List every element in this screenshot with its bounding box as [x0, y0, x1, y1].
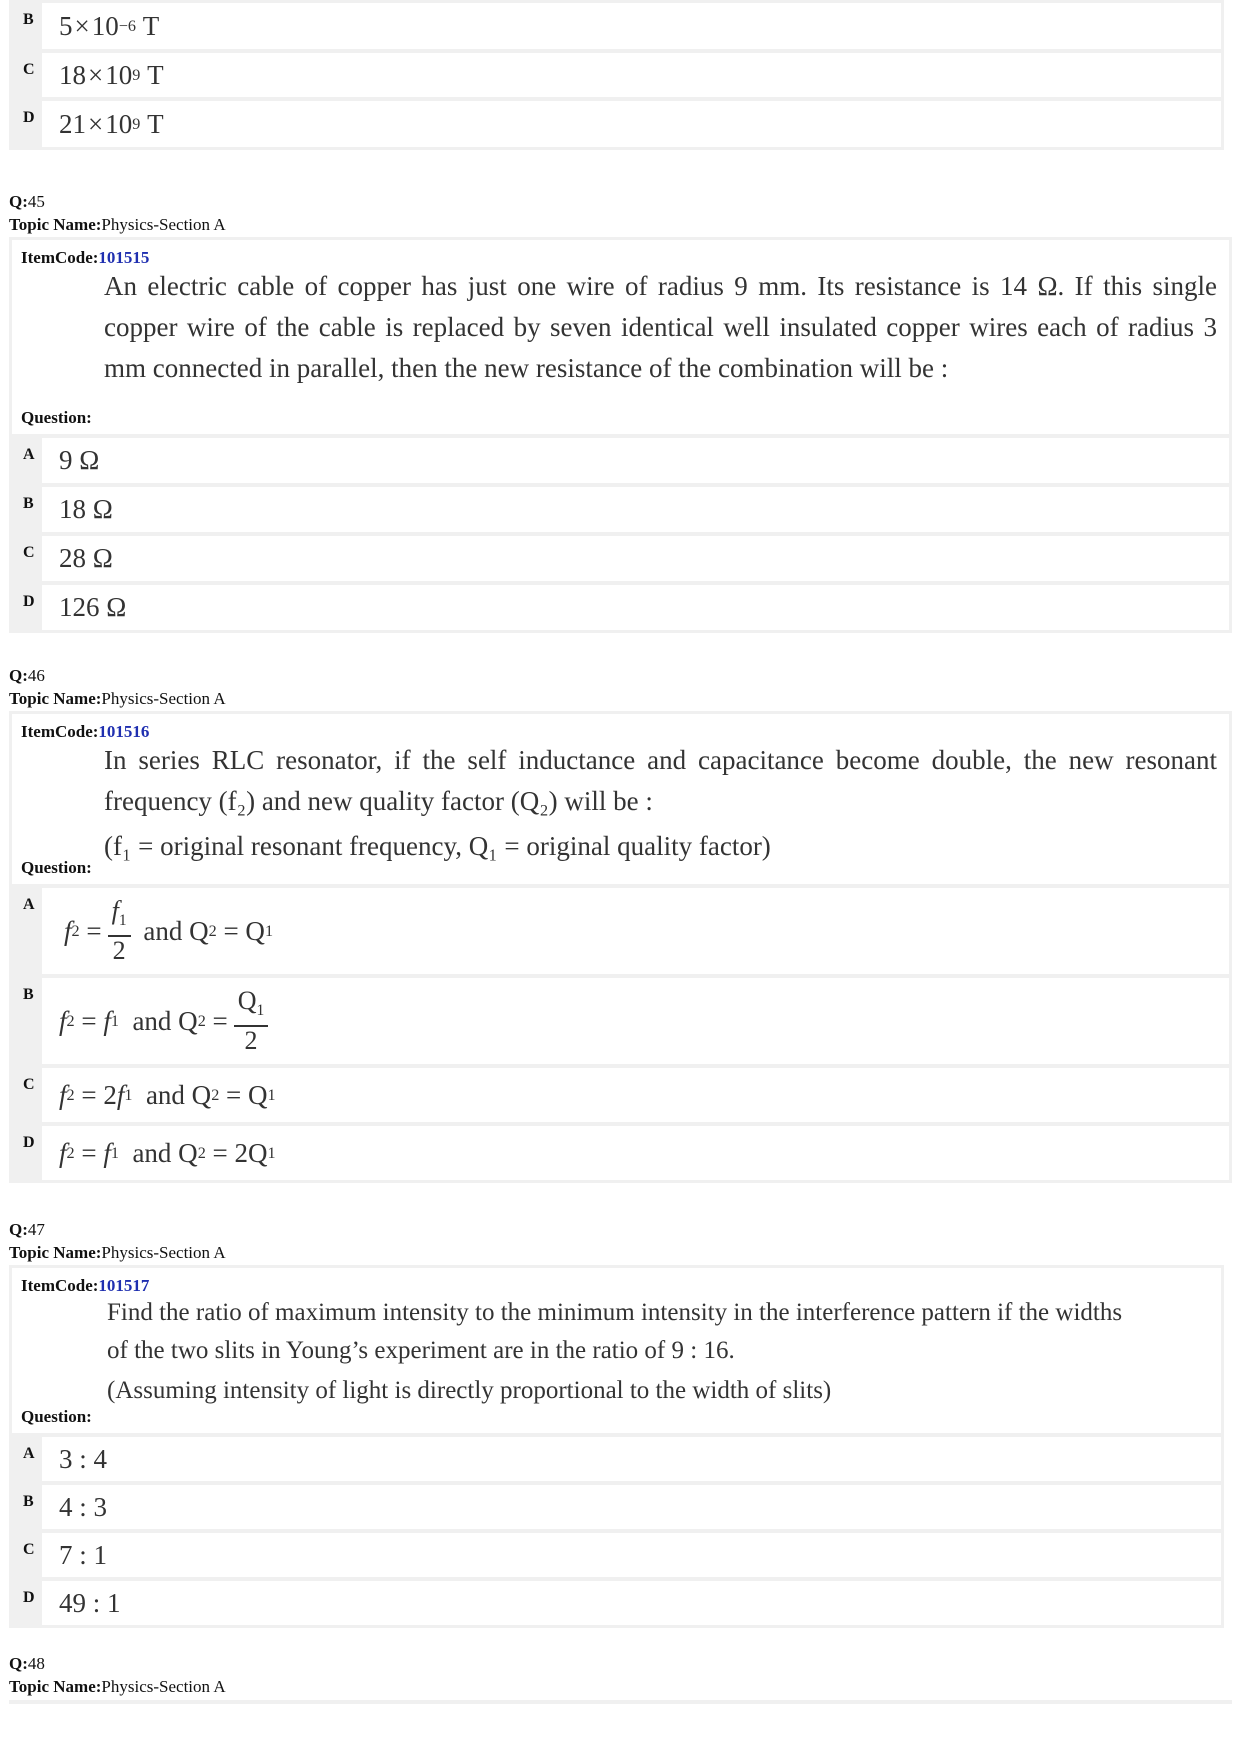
question-text: An electric cable of copper has just one wire of radius 9 mm. Its resistance is 14 Ω. If this single copper wire of the cable is replaced by seven identical well insulated copper wires each of radius 3 mm connected in parallel, then the new resistance of the combination will be : — [104, 271, 1217, 383]
option-row[interactable] — [12, 888, 1229, 974]
option-text: 28 Ω — [42, 536, 1229, 581]
item-code-value: 101516 — [98, 722, 150, 741]
option-row[interactable] — [12, 1437, 1221, 1481]
topic-name: Physics-Section A — [101, 215, 226, 234]
question-label: Question: — [21, 858, 92, 877]
option-text: f 2 = $\frac{f_1}{2}$ and Q 2 = Q 1 — [42, 888, 1229, 974]
option-row[interactable] — [12, 487, 1229, 532]
option-letter: C — [23, 61, 35, 78]
question-card — [9, 1265, 1224, 1628]
item-code: ItemCode:101515 — [21, 248, 150, 267]
option-row[interactable] — [12, 536, 1229, 581]
question-meta — [9, 1652, 226, 1698]
option-text: 9 Ω — [42, 438, 1229, 483]
topic-prefix: Topic Name: — [9, 689, 102, 708]
option-letter: C — [23, 1541, 35, 1558]
question-number: 48 — [27, 1654, 45, 1673]
question-number: 46 — [27, 666, 45, 685]
topic-name: Physics-Section A — [101, 1677, 226, 1696]
option-letter: D — [23, 1134, 35, 1151]
option-text: 4 : 3 — [42, 1485, 1221, 1529]
option-text: f 2 = 2 f 1 and Q 2 = Q 1 — [42, 1068, 1229, 1122]
question-text: Find the ratio of maximum intensity to the minimum intensity in the interference pattern if the widths of the two slits in Young’s experiment are in the ratio of 9 : 16. — [107, 1299, 1123, 1364]
topic-name: Physics-Section A — [101, 1243, 226, 1262]
option-text: f 2 = f 1 and Q 2 = $\frac{Q_1}{2}$ — [42, 978, 1229, 1064]
question-label: Question: — [21, 1407, 92, 1426]
option-letter: A — [23, 1445, 35, 1462]
option-row[interactable] — [12, 978, 1229, 1064]
question-number: 45 — [27, 192, 45, 211]
question-card — [9, 237, 1232, 633]
option-row[interactable] — [12, 53, 1221, 97]
prev-options — [9, 0, 1224, 150]
option-text: 126 Ω — [42, 585, 1229, 630]
question-label: Question: — [21, 408, 92, 427]
option-letter: B — [23, 495, 34, 512]
option-letter: D — [23, 1589, 35, 1606]
option-letter: B — [23, 11, 34, 28]
question-header — [12, 714, 1229, 884]
option-row[interactable] — [12, 1068, 1229, 1122]
option-row[interactable] — [12, 101, 1221, 147]
option-row[interactable] — [12, 438, 1229, 483]
option-text: 18 Ω — [42, 487, 1229, 532]
question-meta — [9, 1218, 226, 1264]
q-prefix: Q: — [9, 192, 28, 211]
question-text-note: (Assuming intensity of light is directly proportional to the width of slits) — [107, 1377, 832, 1404]
item-code: ItemCode:101516 — [21, 722, 150, 741]
option-text: f 2 = f 1 and Q 2 = 2Q 1 — [42, 1126, 1229, 1180]
topic-prefix: Topic Name: — [9, 1243, 102, 1262]
topic-prefix: Topic Name: — [9, 1677, 102, 1696]
question-card — [9, 711, 1232, 1183]
option-row[interactable] — [12, 1126, 1229, 1180]
option-letter: C — [23, 544, 35, 561]
item-code-value: 101517 — [98, 1276, 150, 1295]
option-letter: D — [23, 109, 35, 126]
option-text: 7 : 1 — [42, 1533, 1221, 1577]
option-text: 21 × 10 9 T — [42, 101, 1221, 147]
topic-name: Physics-Section A — [101, 689, 226, 708]
option-row[interactable] — [12, 3, 1221, 49]
option-letter: B — [23, 986, 34, 1003]
option-row[interactable] — [12, 1533, 1221, 1577]
option-row[interactable] — [12, 1485, 1221, 1529]
option-text: 5 × 10 −6 T — [42, 3, 1221, 49]
q-prefix: Q: — [9, 666, 28, 685]
item-code: ItemCode:101517 — [21, 1276, 150, 1295]
item-code-value: 101515 — [98, 248, 150, 267]
topic-prefix: Topic Name: — [9, 215, 102, 234]
question-meta — [9, 664, 226, 710]
option-row[interactable] — [12, 585, 1229, 630]
q-prefix: Q: — [9, 1220, 28, 1239]
question-header — [12, 240, 1229, 434]
q-prefix: Q: — [9, 1654, 28, 1673]
question-text-note: (f₁ = original resonant frequency, Q₁ = original quality factor) — [104, 831, 771, 861]
option-text: 49 : 1 — [42, 1581, 1221, 1625]
question-text: In series RLC resonator, if the self inductance and capacitance become double, the new resonant frequency (f₂) and new quality factor (Q₂) will be : — [104, 745, 1217, 816]
question-header — [12, 1268, 1221, 1433]
option-text: 18 × 10 9 T — [42, 53, 1221, 97]
fraction: $\frac{f_1}{2}$ — [108, 897, 131, 965]
option-letter: C — [23, 1076, 35, 1093]
option-letter: D — [23, 593, 35, 610]
question-number: 47 — [27, 1220, 45, 1239]
option-text: 3 : 4 — [42, 1437, 1221, 1481]
option-letter: A — [23, 896, 35, 913]
section-divider — [9, 1700, 1232, 1704]
option-row[interactable] — [12, 1581, 1221, 1625]
option-letter: B — [23, 1493, 34, 1510]
option-letter: A — [23, 446, 35, 463]
fraction: $\frac{Q_1}{2}$ — [234, 987, 269, 1055]
question-meta — [9, 190, 226, 236]
